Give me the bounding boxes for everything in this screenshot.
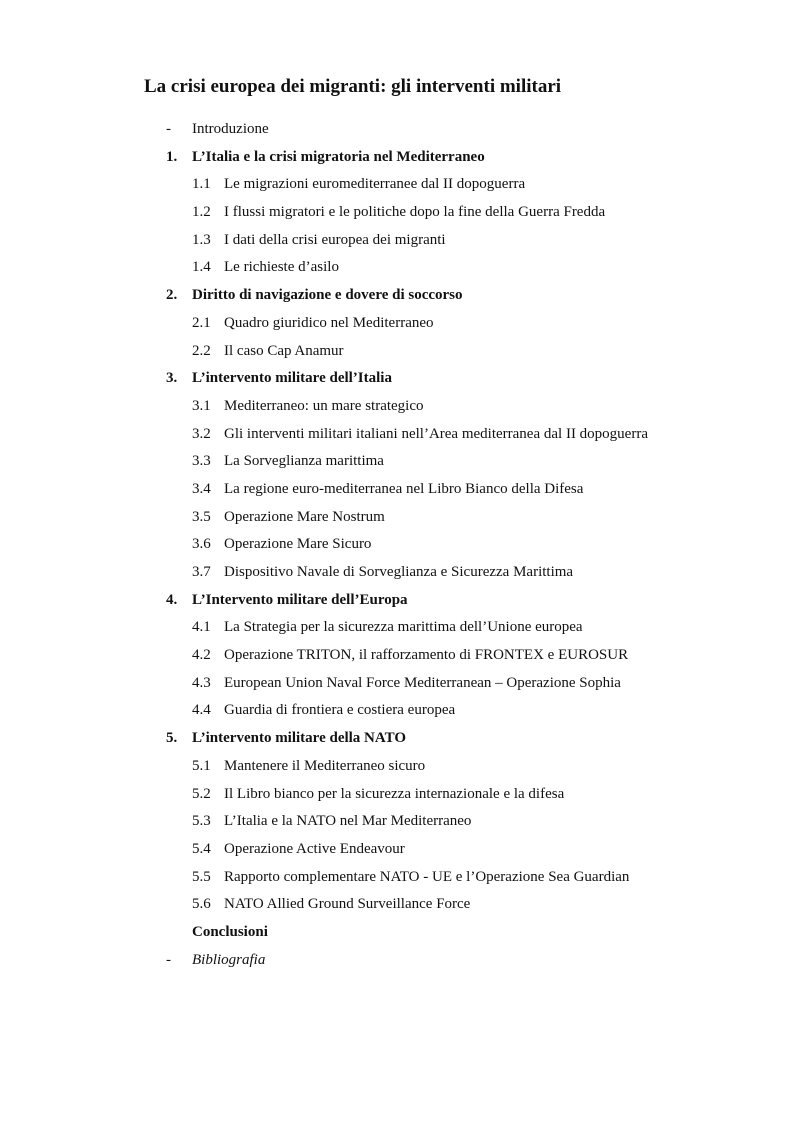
toc-section-3-7 xyxy=(0,559,794,587)
page-title: La crisi europea dei migranti: gli interventi militari xyxy=(144,76,562,97)
section-title: NATO Allied Ground Surveillance Force xyxy=(224,896,471,913)
toc-section-3-6 xyxy=(0,531,794,559)
section-title: Gli interventi militari italiani nell’Area mediterranea dal II dopoguerra xyxy=(224,425,648,442)
section-number: 4.4 xyxy=(192,702,211,719)
chapter-title: Diritto di navigazione e dovere di soccorso xyxy=(192,287,463,304)
toc-section-4-4 xyxy=(0,697,794,725)
toc-section-3-4 xyxy=(0,476,794,504)
chapter-title: L’intervento militare dell’Italia xyxy=(192,370,392,387)
section-title: Dispositivo Navale di Sorveglianza e Sicurezza Marittima xyxy=(224,564,574,580)
section-title: Le richieste d’asilo xyxy=(224,259,339,276)
toc-item-label: Conclusioni xyxy=(192,923,268,940)
section-number: 5.4 xyxy=(192,840,211,857)
section-title: Rapporto complementare NATO - UE e l’Operazione Sea Guardian xyxy=(224,868,630,885)
toc-section-5-5 xyxy=(0,864,794,892)
chapter-title: L’intervento militare della NATO xyxy=(192,730,407,747)
section-number: 2.1 xyxy=(192,314,211,331)
section-number: 4.1 xyxy=(192,619,211,636)
toc-section-3-3 xyxy=(0,448,794,476)
toc-section-1-2 xyxy=(0,199,794,227)
section-title: Operazione Mare Sicuro xyxy=(224,536,372,553)
section-number: 5.2 xyxy=(192,785,211,802)
toc-section-5-2 xyxy=(0,781,794,809)
section-title: La Sorveglianza marittima xyxy=(224,453,384,470)
toc-item-introduction xyxy=(0,116,794,144)
section-title: La Strategia per la sicurezza marittima dell’Unione europea xyxy=(224,619,583,636)
toc-dash-marker: - xyxy=(166,951,171,968)
toc-chapter-3 xyxy=(0,365,794,393)
chapter-number: 1. xyxy=(166,148,178,165)
toc-section-4-2 xyxy=(0,642,794,670)
section-title: European Union Naval Force Mediterranean – Operazione Sophia xyxy=(224,674,621,691)
section-number: 4.2 xyxy=(192,647,211,664)
toc-section-2-2 xyxy=(0,338,794,366)
chapter-number: 4. xyxy=(166,591,178,608)
section-number: 3.7 xyxy=(192,564,211,580)
section-number: 3.1 xyxy=(192,397,211,414)
section-number: 5.5 xyxy=(192,868,211,885)
section-title: L’Italia e la NATO nel Mar Mediterraneo xyxy=(224,813,472,830)
section-number: 4.3 xyxy=(192,674,211,691)
section-number: 1.3 xyxy=(192,231,211,248)
section-number: 1.4 xyxy=(192,259,211,276)
toc-section-1-3 xyxy=(0,227,794,255)
section-title: Il Libro bianco per la sicurezza internazionale e la difesa xyxy=(224,785,565,802)
toc-item-label: Bibliografia xyxy=(192,951,266,968)
toc-chapter-5 xyxy=(0,725,794,753)
toc-section-5-1 xyxy=(0,753,794,781)
section-title: Le migrazioni euromediterranee dal II dopoguerra xyxy=(224,176,526,193)
section-number: 1.2 xyxy=(192,204,211,221)
toc-section-4-3 xyxy=(0,670,794,698)
section-number: 1.1 xyxy=(192,176,211,193)
toc-chapter-4 xyxy=(0,587,794,615)
toc-section-4-1 xyxy=(0,614,794,642)
toc-item-bibliography xyxy=(0,947,794,975)
section-title: I flussi migratori e le politiche dopo la fine della Guerra Fredda xyxy=(224,204,606,221)
section-title: Mediterraneo: un mare strategico xyxy=(224,397,424,414)
toc-dash-marker: - xyxy=(166,121,171,137)
chapter-number: 5. xyxy=(166,730,178,747)
section-number: 5.1 xyxy=(192,757,211,774)
section-title: Operazione Active Endeavour xyxy=(224,840,405,857)
toc-section-5-6 xyxy=(0,891,794,919)
section-number: 5.3 xyxy=(192,813,211,830)
section-number: 3.4 xyxy=(192,480,211,497)
section-title: Guardia di frontiera e costiera europea xyxy=(224,702,456,719)
section-title: La regione euro-mediterranea nel Libro Bianco della Difesa xyxy=(224,480,584,497)
chapter-number: 2. xyxy=(166,287,178,304)
section-number: 2.2 xyxy=(192,342,211,359)
chapter-title: L’Italia e la crisi migratoria nel Mediterraneo xyxy=(192,148,485,165)
section-title: I dati della crisi europea dei migranti xyxy=(224,231,446,248)
toc-section-5-4 xyxy=(0,836,794,864)
toc-item-conclusions xyxy=(0,919,794,947)
section-number: 3.6 xyxy=(192,536,211,553)
section-number: 3.5 xyxy=(192,508,211,525)
toc-section-1-1 xyxy=(0,171,794,199)
section-title: Quadro giuridico nel Mediterraneo xyxy=(224,314,434,331)
toc-chapter-2 xyxy=(0,282,794,310)
section-number: 3.2 xyxy=(192,425,211,442)
section-title: Il caso Cap Anamur xyxy=(224,342,344,359)
toc-section-3-1 xyxy=(0,393,794,421)
chapter-title: L’Intervento militare dell’Europa xyxy=(192,591,408,608)
toc-section-3-2 xyxy=(0,421,794,449)
section-number: 5.6 xyxy=(192,896,211,913)
section-number: 3.3 xyxy=(192,453,211,470)
toc-item-label: Introduzione xyxy=(192,121,269,137)
toc-section-1-4 xyxy=(0,254,794,282)
section-title: Mantenere il Mediterraneo sicuro xyxy=(224,757,426,774)
toc-section-5-3 xyxy=(0,808,794,836)
chapter-number: 3. xyxy=(166,370,178,387)
table-of-contents xyxy=(0,116,794,974)
toc-chapter-1 xyxy=(0,144,794,172)
toc-section-3-5 xyxy=(0,504,794,532)
section-title: Operazione Mare Nostrum xyxy=(224,508,385,525)
toc-section-2-1 xyxy=(0,310,794,338)
section-title: Operazione TRITON, il rafforzamento di FRONTEX e EUROSUR xyxy=(224,647,629,664)
